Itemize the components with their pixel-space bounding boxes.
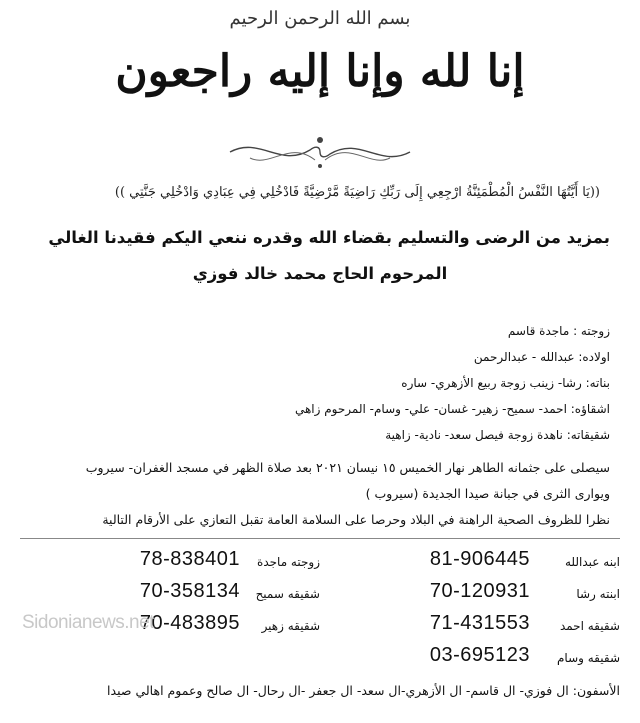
contact-label: ابنته رشا (576, 587, 620, 601)
family-sons: اولاده: عبدالله - عبدالرحمن (473, 350, 610, 364)
quran-verse: ((يَا أَيَّتُهَا النَّفْسُ الْمُطْمَئِنَّةُ ارْجِعِي إِلَى رَبِّكِ رَاضِيَةً مَّرْضِيَّةً فَادْخُلِي فِي عِبَادِي وَادْخُلِي جَنَّتِي )) (114, 185, 600, 200)
family-wife: زوجته : ماجدة قاسم (507, 324, 610, 338)
contact-label: شقيقه احمد (559, 619, 620, 633)
family-daughters: بناته: رشا- زينب زوجة ربيع الأزهري- ساره (401, 376, 610, 390)
contact-number: 81-906445 (429, 548, 530, 570)
family-brothers: اشقاؤه: احمد- سميح- زهير- غسان- علي- وسام- المرحوم زاهي (294, 402, 610, 416)
contact-number: 78-838401 (139, 548, 240, 570)
basmala-calligraphy: بسم الله الرحمن الرحيم (229, 8, 411, 29)
contact-row (420, 548, 620, 578)
contact-label: ابنه عبدالله (564, 555, 620, 569)
family-list (20, 318, 610, 448)
contact-row (420, 580, 620, 610)
funeral-notice (20, 455, 610, 533)
contact-row (420, 612, 620, 642)
inna-lillah-calligraphy: إنا لله وإنا إليه راجعون (115, 46, 525, 97)
contact-number: 70-483895 (139, 612, 240, 634)
contact-label: شقيقه زهير (261, 619, 320, 633)
family-sisters: شقيقاته: ناهدة زوجة فيصل سعد- نادية- زاهية (385, 428, 610, 442)
contact-number: 71-431553 (429, 612, 530, 634)
contact-row (120, 580, 320, 610)
condolences-line: نظرا للظروف الصحية الراهنة في البلاد وحرصا على السلامة العامة تقبل التعازي على الأرقام التالية (102, 512, 610, 527)
contact-row (120, 548, 320, 578)
contact-label: شقيقه سميح (255, 587, 320, 601)
contact-number: 70-120931 (429, 580, 530, 602)
condolence-contacts (20, 540, 620, 670)
mourners-footer: الأسفون: ال فوزي- ال قاسم- ال الأزهري-ال سعد- ال جعفر -ال رحال- ال صالح وعموم اهالي صيدا (107, 683, 620, 698)
contact-label: زوجته ماجدة (257, 555, 320, 569)
announcement-intro: بمزيد من الرضى والتسليم بقضاء الله وقدره ننعي اليكم فقيدنا الغالي (48, 228, 610, 247)
deceased-name: المرحوم الحاج محمد خالد فوزي (192, 264, 448, 283)
contact-number: 03-695123 (429, 644, 530, 666)
ornament-divider (220, 128, 420, 176)
contact-label: شقيقه وسام (557, 651, 620, 665)
burial-line: ويوارى الثرى في جبانة صيدا الجديدة (سيروب ) (365, 486, 610, 501)
funeral-prayer-line: سيصلى على جثمانه الطاهر نهار الخميس ١٥ نيسان ٢٠٢١ بعد صلاة الظهر في مسجد الغفران- سيروب (85, 460, 610, 475)
section-divider (20, 538, 620, 539)
site-watermark: Sidonianews.net (22, 612, 154, 633)
contact-row (420, 644, 620, 674)
contact-number: 70-358134 (139, 580, 240, 602)
